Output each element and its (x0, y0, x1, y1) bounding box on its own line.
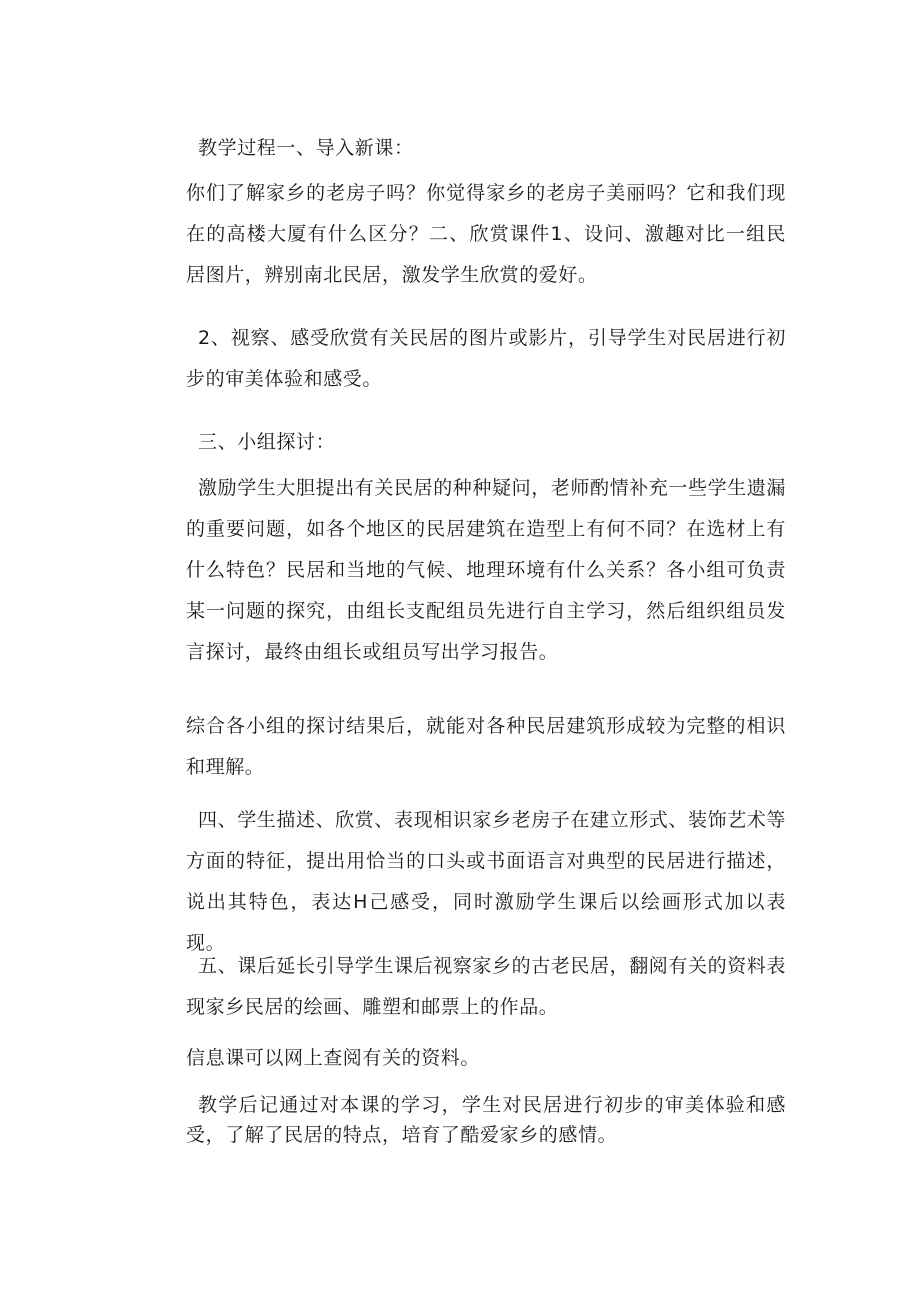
paragraph-summary: 综合各小组的探讨结果后，就能对各种民居建筑形成较为完整的相识和理解。 (186, 715, 786, 778)
paragraph-introduction: 你们了解家乡的老房子吗？你觉得家乡的老房子美丽吗？它和我们现在的高楼大厦有什么区分？二、欣赏课件1、设问、激趣对比一组民居图片，辨别南北民居，激发学生欣赏的爱好。 (186, 182, 786, 286)
paragraph-student-description: 四、学生描述、欣赏、表现相识家乡老房子在建立形式、装饰艺术等方面的特征，提出用恰当的口头或书面语言对典型的民居进行描述，说出其特色，表达H己感受，同时激励学生课后以绘画形式加以表现。 (186, 809, 787, 954)
paragraph-teaching-postscript: 教学后记通过对本课的学习，学生对民居进行初步的审美体验和感受，了解了民居的特点，培育了酷爱家乡的感情。 (186, 1094, 786, 1146)
paragraph-teaching-process: 教学过程一、导入新课： (198, 137, 414, 159)
paragraph-observe-feel: 2、视察、感受欣赏有关民居的图片或影片，引导学生对民居进行初步的审美体验和感受。 (186, 327, 786, 390)
paragraph-group-discussion-heading: 三、小组探讨： (198, 431, 336, 453)
paragraph-encourage-questions: 激励学生大胆提出有关民居的种种疑问，老师酌情补充一些学生遗漏的重要问题，如各个地区的民居建筑在造型上有何不同？在选材上有什么特色？民居和当地的气候、地理环境有什么关系？各小组可负责某一问题的探究，由组长支配组员先进行自主学习，然后组织组员发言探讨，最终由组长或组员写出学习报告。 (186, 477, 787, 663)
paragraph-after-class-extension: 五、课后延长引导学生课后视察家乡的古老民居，翻阅有关的资料表现家乡民居的绘画、雕塑和邮票上的作品。 (186, 955, 787, 1018)
paragraph-information-class: 信息课可以网上查阅有关的资料。 (186, 1047, 481, 1069)
